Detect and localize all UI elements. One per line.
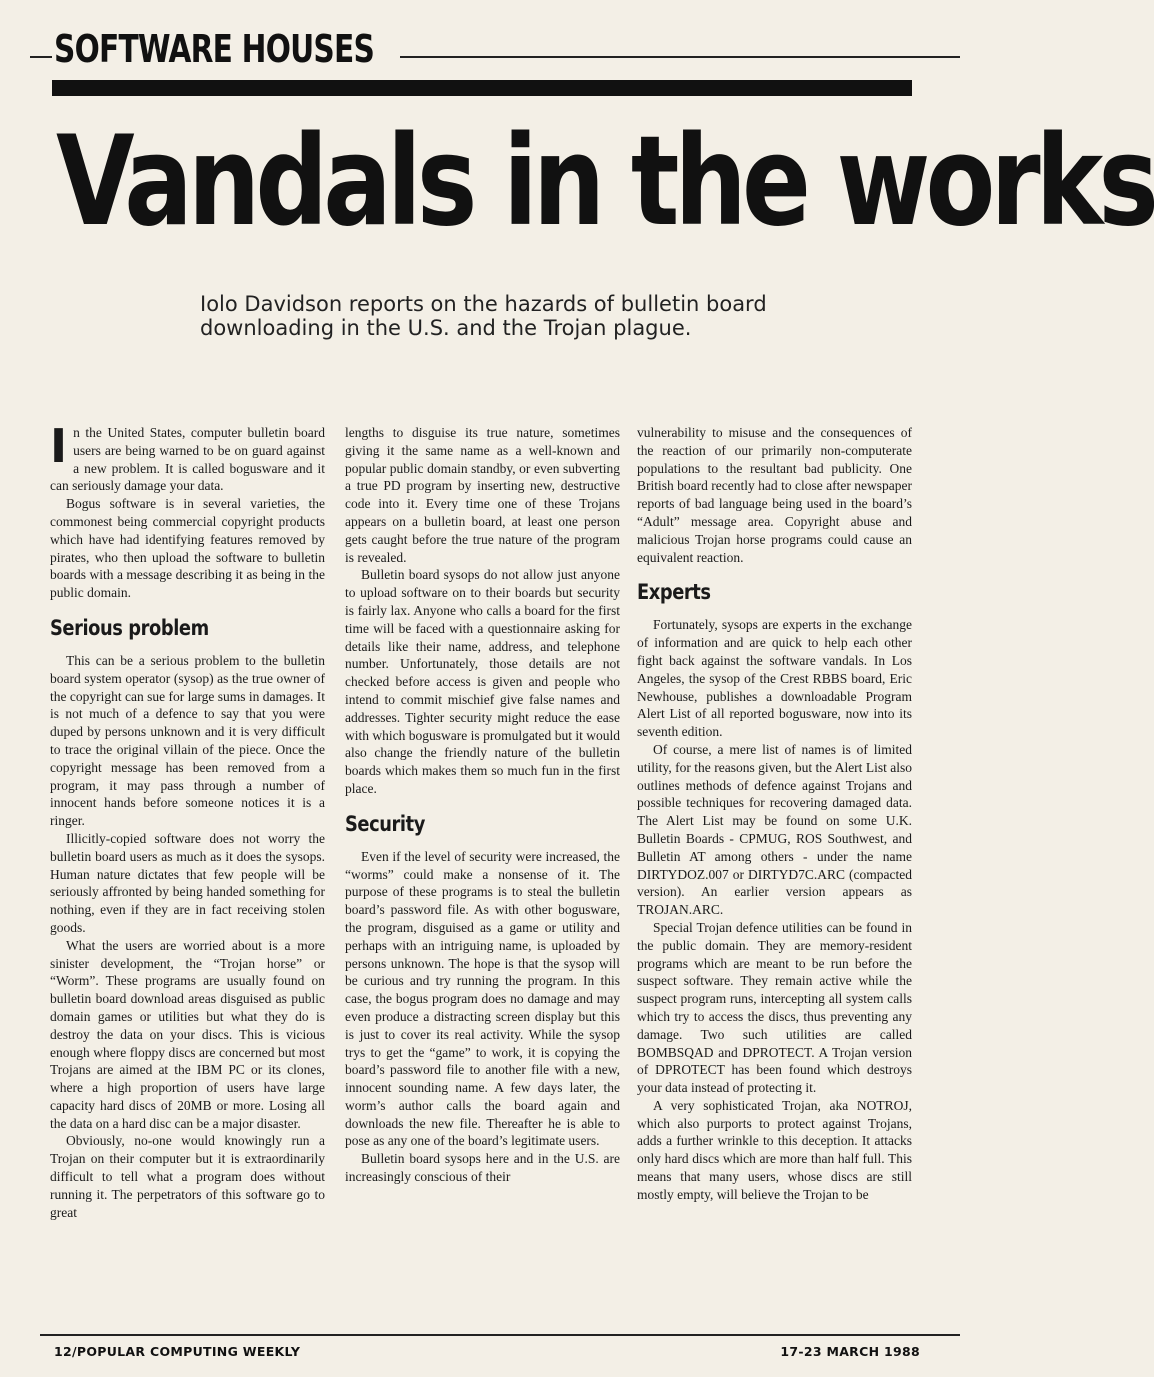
paragraph: A very sophisticated Trojan, aka NOTROJ, which also purports to protect against Trojans, adds a further wrinkle to this deception. It attacks only hard discs which are more than half full. This means that many users, whose discs are still mostly empty, will believe the Trojan to be [637, 1097, 912, 1202]
footer-rule [40, 1334, 960, 1336]
paragraph: Even if the level of security were increased, the “worms” could make a nonsense of it. The purpose of these programs is to steal the bulletin board’s password file. As with other bogusware, the program, disguised as a game or utility and perhaps with an intriguing name, is uploaded by persons unknown. The hope is that the sysop will be curious and try running the program. In this case, the bogus program does no damage and may even produce a distracting screen display but this is just to cover its real activity. While the sysop trys to get the “game” to work, it is copying the board’s password file to another file with a new, innocent sounding name. A few days later, the worm’s author calls the board again and downloads the new file. Thereafter he is able to pose as any one of the board’s legitimate users. [345, 848, 620, 1149]
headline: Vandals in the works [56, 110, 1154, 254]
drop-cap: I [50, 419, 68, 473]
paragraph: Of course, a mere list of names is of limited utility, for the reasons given, but the Alert List also outlines methods of defence against Trojans and possible techniques for recovering damaged data. The Alert List may be found on some U.K. Bulletin Boards - CPMUG, ROS Southwest, and Bulletin AT among others - under the name DIRTYDOZ.007 or DIRTYD7C.ARC (compacted version). An earlier version appears as TROJAN.ARC. [637, 741, 912, 918]
standfirst: Iolo Davidson reports on the hazards of bulletin board downloading in the U.S. and the Trojan plague. [200, 292, 767, 340]
folio-date: 17-23 MARCH 1988 [780, 1344, 920, 1359]
section-title: SOFTWARE HOUSES [54, 27, 375, 71]
folio-page-number: 12/POPULAR COMPUTING WEEKLY [54, 1344, 301, 1359]
section-header [30, 24, 960, 74]
paragraph-text: n the United States, computer bulletin board users are being warned to be on guard against a new problem. It is called bogusware and it can seriously damage your data. [50, 425, 325, 494]
column-2 [345, 424, 620, 1186]
column-1 [50, 419, 325, 1221]
paragraph: What the users are worried about is a more sinister development, the “Trojan horse” or “Worm”. These programs are usually found on bulletin board download areas disguised as public domain games or utilities but what they do is destroy the data on your discs. This is vicious enough where floppy discs are concerned but most Trojans are aimed at the IBM PC or its clones, where a high proportion of users have large capacity hard discs of 20MB or more. Losing all the data on a hard disc can be a major disaster. [50, 937, 325, 1131]
paragraph: Illicitly-copied software does not worry the bulletin board users as much as it does the sysops. Human nature dictates that few people will be seriously affronted by being handed something for nothing, even if they are in fact receiving stolen goods. [50, 830, 325, 935]
section-rule-right [400, 56, 960, 58]
paragraph [50, 419, 325, 495]
column-3 [637, 424, 912, 1204]
paragraph: Bulletin board sysops here and in the U.S. are increasingly conscious of their [345, 1151, 620, 1185]
headline-bar [52, 80, 912, 96]
paragraph: This can be a serious problem to the bulletin board system operator (sysop) as the true owner of the copyright can sue for large sums in damages. It is not much of a defence to say that you were duped by persons unknown and it is very difficult to trace the original villain of the piece. Once the copyright message has been removed from a program, it may pass through a number of innocent hands before someone notices it is a ringer. [50, 652, 325, 829]
paragraph: lengths to disguise its true nature, sometimes giving it the same name as a well-known and popular public domain standby, or even subverting a true PD program by inserting new, destructive code into it. Every time one of these Trojans appears on a bulletin board, at least one person gets caught before the true nature of the program is revealed. [345, 425, 620, 565]
paragraph: Obviously, no-one would knowingly run a Trojan on their computer but it is extraordinarily difficult to tell what a program does without running it. The perpetrators of this software go to great [50, 1133, 325, 1220]
subhead: Experts [637, 580, 711, 605]
subhead: Security [345, 811, 425, 836]
subhead: Serious problem [50, 615, 209, 640]
paragraph: Bulletin board sysops do not allow just anyone to upload software on to their boards but security is fairly lax. Anyone who calls a board for the first time will be faced with a questionnaire asking for details like their name, address, and telephone number. Unfortunately, those details are not checked before access is given and people who intend to commit mischief give false names and addresses. Tighter security might reduce the ease with which bogusware is promulgated but it would also change the friendly nature of the bulletin boards which makes them so much fun in the first place. [345, 567, 620, 796]
paragraph: Fortunately, sysops are experts in the exchange of information and are quick to help each other fight back against the software vandals. In Los Angeles, the sysop of the Crest RBBS board, Eric Newhouse, publishes a downloadable Program Alert List of all reported bogusware, now into its seventh edition. [637, 617, 912, 740]
paragraph: Bogus software is in several varieties, the commonest being commercial copyright products which have had identifying features removed by pirates, who then upload the software to bulletin boards with a message describing it as being in the public domain. [50, 496, 325, 601]
paragraph: Special Trojan defence utilities can be found in the public domain. They are memory-resident programs which are meant to be run before the suspect software. They remain active while the suspect program runs, intercepting all system calls which try to access the discs, thus preventing any damage. Two such utilities are called BOMBSQAD and DPROTECT. A Trojan version of DPROTECT has been found which destroys your data instead of protecting it. [637, 919, 912, 1096]
paragraph: vulnerability to misuse and the consequences of the reaction of our primarily non-computerate populations to the resultant bad publicity. One British board recently had to close after newspaper reports of bad language being used in the board’s “Adult” message area. Copyright abuse and malicious Trojan horse programs could cause an equivalent reaction. [637, 425, 912, 565]
section-rule-left [30, 56, 52, 58]
